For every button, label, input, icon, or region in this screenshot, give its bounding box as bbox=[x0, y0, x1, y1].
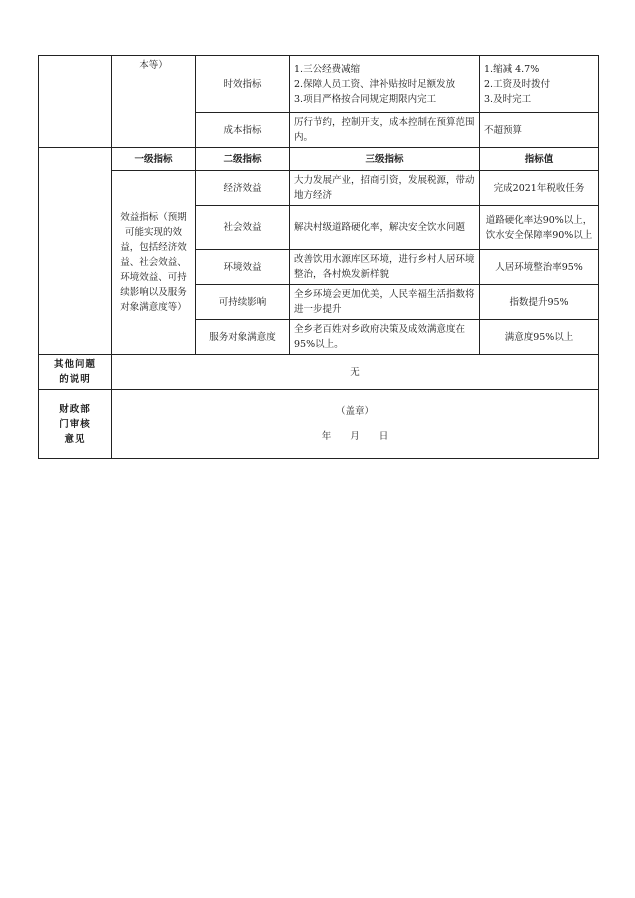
benefit-value: 满意度95%以上 bbox=[480, 320, 599, 355]
timeliness-value bbox=[480, 56, 599, 113]
benefit-level2: 环境效益 bbox=[196, 250, 290, 285]
header-level2: 二级指标 bbox=[196, 148, 290, 171]
list-item: 2.保障人员工资、津补贴按时足额发放 bbox=[294, 78, 456, 90]
date-text: 年 月 日 bbox=[321, 431, 389, 442]
cost-value: 不超预算 bbox=[480, 113, 599, 148]
header-level1: 一级指标 bbox=[112, 148, 196, 171]
finance-review-content bbox=[112, 390, 599, 459]
cost-level2: 成本指标 bbox=[196, 113, 290, 148]
other-issues-label: 其他问题的说明 bbox=[39, 355, 112, 390]
performance-target-table bbox=[38, 55, 599, 459]
finance-review-label: 财政部门审核意见 bbox=[39, 390, 112, 459]
benefit-level3: 全乡老百姓对乡政府决策及成效满意度在95%以上。 bbox=[290, 320, 480, 355]
benefit-level3: 全乡环境会更加优美，人民幸福生活指数将进一步提升 bbox=[290, 285, 480, 320]
list-item: 3.项目严格按合同规定期限内完工 bbox=[294, 93, 437, 105]
benefit-level2: 服务对象满意度 bbox=[196, 320, 290, 355]
stamp-text: （盖章） bbox=[335, 406, 374, 417]
benefit-level3: 改善饮用水源库区环境，进行乡村人居环境整治，各村焕发新样貌 bbox=[290, 250, 480, 285]
benefit-value: 指数提升95% bbox=[480, 285, 599, 320]
list-item: 1.三公经费减缩 bbox=[294, 63, 361, 75]
level1-continuation-text: 本等） bbox=[139, 60, 168, 71]
cost-level3: 厉行节约，控制开支，成本控制在预算范围内。 bbox=[290, 113, 480, 148]
spacer bbox=[116, 419, 594, 429]
list-item: 3.及时完工 bbox=[484, 93, 532, 105]
benefit-level2: 可持续影响 bbox=[196, 285, 290, 320]
list-item: 2.工资及时拨付 bbox=[484, 78, 551, 90]
benefit-value: 人居环境整治率95% bbox=[480, 250, 599, 285]
header-value: 指标值 bbox=[480, 148, 599, 171]
list-item: 1.缩减 4.7% bbox=[484, 63, 540, 75]
benefit-level3: 大力发展产业，招商引资，发展税源，带动地方经济 bbox=[290, 171, 480, 206]
benefit-value: 完成2021年税收任务 bbox=[480, 171, 599, 206]
level1-continuation bbox=[112, 56, 196, 148]
left-blank-cell bbox=[39, 148, 112, 355]
left-blank-cell bbox=[39, 56, 112, 148]
benefit-value: 道路硬化率达90%以上，饮水安全保障率90%以上 bbox=[480, 206, 599, 250]
header-level3: 三级指标 bbox=[290, 148, 480, 171]
other-issues-value: 无 bbox=[112, 355, 599, 390]
benefit-level1: 效益指标（预期可能实现的效益，包括经济效益、社会效益、环境效益、可持续影响以及服务对象满意度等） bbox=[112, 171, 196, 355]
timeliness-level2: 时效指标 bbox=[196, 56, 290, 113]
benefit-level2: 社会效益 bbox=[196, 206, 290, 250]
benefit-level3: 解决村级道路硬化率，解决安全饮水问题 bbox=[290, 206, 480, 250]
timeliness-level3 bbox=[290, 56, 480, 113]
benefit-level2: 经济效益 bbox=[196, 171, 290, 206]
